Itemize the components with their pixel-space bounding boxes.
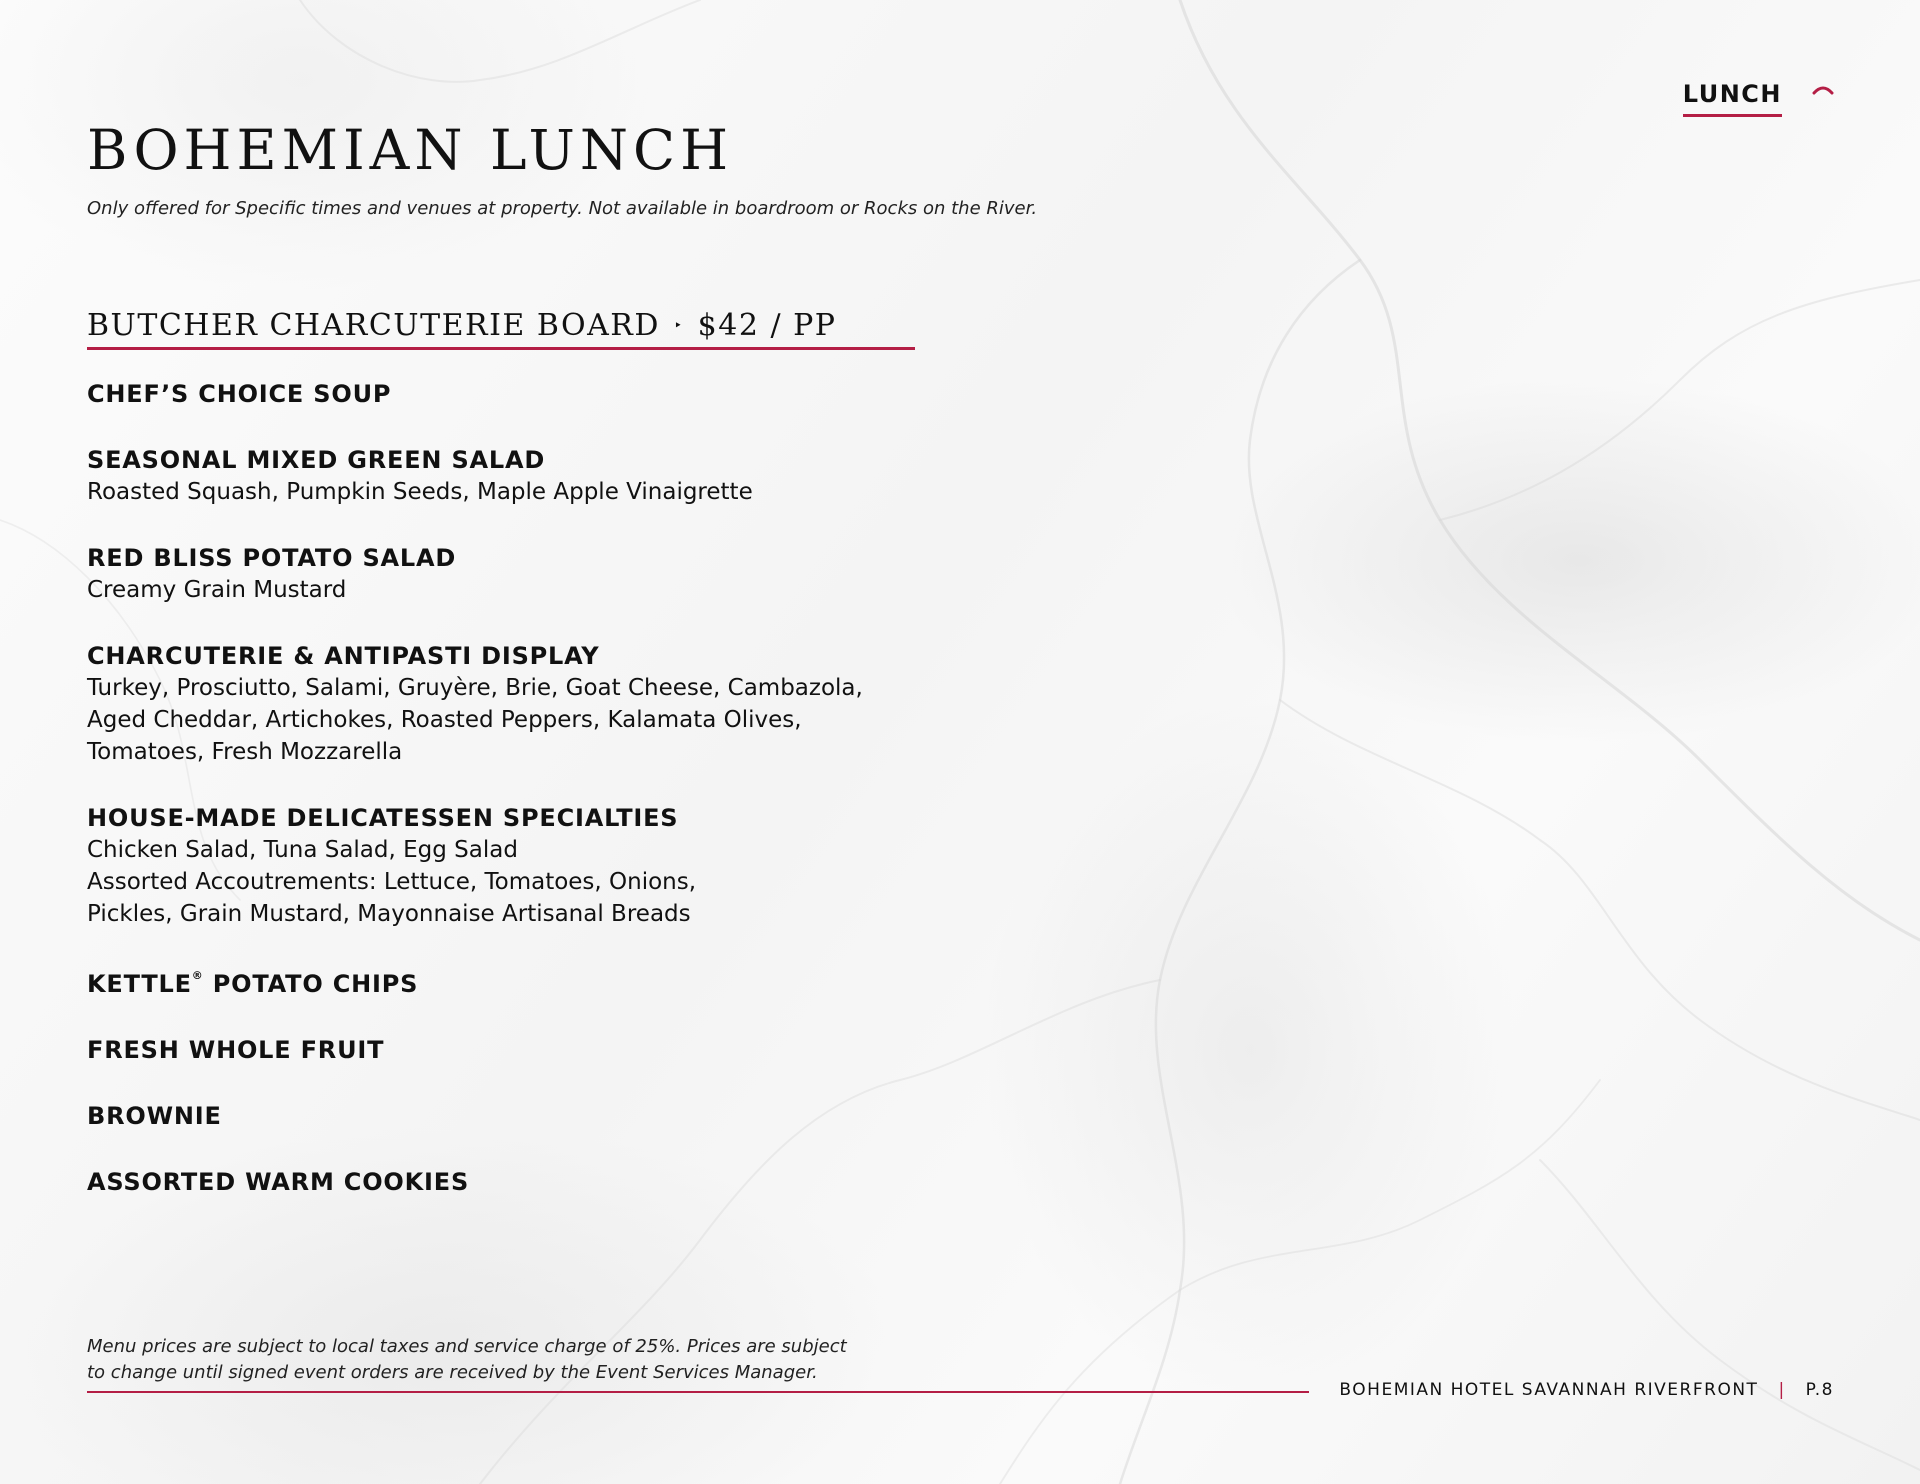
menu-item-name: CHARCUTERIE & ANTIPASTI DISPLAY — [87, 642, 600, 670]
menu-item-description: Pickles, Grain Mustard, Mayonnaise Artisanal Breads — [87, 901, 691, 927]
menu-item — [87, 444, 947, 508]
menu-item-name: FRESH WHOLE FRUIT — [87, 1036, 385, 1064]
section-name: BUTCHER CHARCUTERIE BOARD — [87, 308, 660, 343]
menu-item-name: ASSORTED WARM COOKIES — [87, 1168, 470, 1196]
menu-item-description: Tomatoes, Fresh Mozzarella — [87, 739, 403, 765]
menu-item-description: Roasted Squash, Pumpkin Seeds, Maple Apple Vinaigrette — [87, 479, 753, 505]
section-price: $42 / PP — [697, 308, 837, 343]
menu-item-name-part: KETTLE — [87, 970, 192, 998]
menu-item-description: Chicken Salad, Tuna Salad, Egg Salad — [87, 837, 518, 863]
menu-item — [87, 1034, 947, 1066]
footer-info — [1339, 1380, 1834, 1400]
footer-divider — [87, 1391, 1309, 1393]
menu-item-name: RED BLISS POTATO SALAD — [87, 544, 457, 572]
hotel-name: BOHEMIAN HOTEL SAVANNAH RIVERFRONT — [1339, 1380, 1759, 1400]
menu-item-name: CHEF’S CHOICE SOUP — [87, 380, 392, 408]
registered-mark: ® — [191, 969, 204, 982]
top-nav — [1683, 80, 1834, 117]
page-subtitle: Only offered for Specific times and venues at property. Not available in boardroom or Rocks on the River. — [87, 198, 1038, 219]
menu-item — [87, 378, 947, 410]
page-number: P.8 — [1805, 1380, 1834, 1400]
menu-item-description: Turkey, Prosciutto, Salami, Gruyère, Brie, Goat Cheese, Cambazola, — [87, 675, 863, 701]
section-heading — [87, 308, 915, 350]
menu-item-name — [87, 964, 947, 1000]
menu-items — [87, 378, 947, 1198]
pricing-footnote — [87, 1334, 847, 1386]
menu-item — [87, 640, 947, 768]
menu-item-name: BROWNIE — [87, 1102, 222, 1130]
menu-item — [87, 1166, 947, 1198]
menu-item — [87, 542, 947, 606]
menu-item-name: SEASONAL MIXED GREEN SALAD — [87, 446, 546, 474]
footnote-line: to change until signed event orders are received by the Event Services Manager. — [87, 1362, 818, 1383]
menu-item-description: Assorted Accoutrements: Lettuce, Tomatoes, Onions, — [87, 869, 697, 895]
menu-item-description: Creamy Grain Mustard — [87, 577, 347, 603]
menu-item-name-part: POTATO CHIPS — [203, 970, 419, 998]
page-title: BOHEMIAN LUNCH — [87, 118, 734, 182]
menu-item — [87, 964, 947, 1000]
menu-item-description: Aged Cheddar, Artichokes, Roasted Peppers, Kalamata Olives, — [87, 707, 802, 733]
menu-item — [87, 1100, 947, 1132]
nav-link-lunch[interactable]: LUNCH — [1683, 80, 1782, 117]
chevron-up-icon[interactable] — [1812, 82, 1834, 96]
footer-separator: | — [1778, 1380, 1786, 1400]
menu-item-name: HOUSE-MADE DELICATESSEN SPECIALTIES — [87, 804, 679, 832]
menu-item — [87, 802, 947, 930]
section-separator: ‣ — [673, 317, 684, 334]
footnote-line: Menu prices are subject to local taxes and service charge of 25%. Prices are subject — [87, 1336, 847, 1357]
